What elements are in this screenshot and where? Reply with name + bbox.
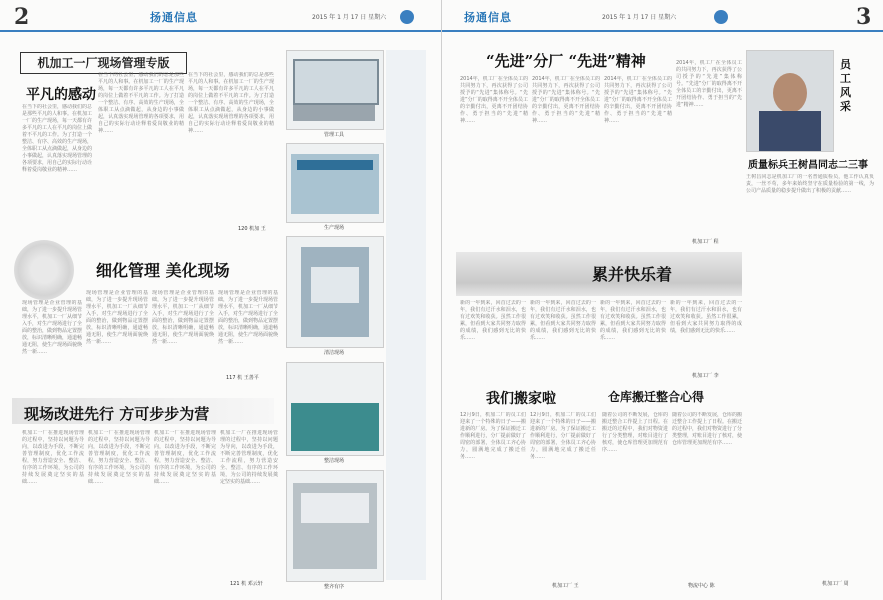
article-body-column: 2014年，机工厂在全体员工的共同努力下，再次获得了公司授予的“先进”集体称号。“先进”分厂的取得离不开全体员工的辛勤付出，更离不开团结协作、勇于担当的“先进”精神……: [532, 76, 600, 124]
article-body-column: 机加工一厂在推进现场管理的过程中，坚持以问题为导向，以改进为手段，不断完善管理制度，优化工作流程，努力营造安全、整洁、有序的工作环境，为公司的持续发展奠定坚实的基础……: [154, 430, 216, 485]
article-body-column: 新的一年到来，回首过去的一年，我们有过汗水和泪水，也有过欢笑和收获。虽然工作很累，但看到大家共同努力取得的成绩，我们感到无比的快乐……: [670, 300, 742, 334]
page-number: 3: [856, 4, 872, 30]
article-body: 12月9日，机加二厂的员工们迎来了一个特殊的日子——搬进新的厂房。为了保证搬迁工作顺利进行，分厂提前做好了周密的部署，全体员工齐心协力，圆满地完成了搬迁任务……: [460, 412, 526, 460]
margin-strip: [386, 50, 426, 580]
article-body-column: 现场管理是企业管理的基础，为了进一步提升现场管理水平，机加工一厂从细节入手，对生产现场进行了全面的整治，做到物品定置摆放，标识清晰明确，通道畅通无阻，使生产现场面貌焕然一新……: [152, 290, 214, 345]
article-title: “先进”分厂 “先进”精神: [486, 52, 646, 70]
page-number: 2: [14, 4, 30, 30]
paper-name: 扬通信息: [464, 11, 512, 24]
article-body-column: 新的一年到来，回首过去的一年，我们有过汗水和泪水，也有过欢笑和收获。虽然工作很累，但看到大家共同努力取得的成绩，我们感到无比的快乐……: [530, 300, 596, 341]
article-body-column: 在当下的社会里，感动我们的总是那些平凡的人和事。在机加工一厂的生产现场，每一天都有许多平凡的工人在平凡的岗位上做着不平凡的工作。为了打造一个整洁、有序、高效的生产现场，全体职工从点滴做起，从身边的小事做起，认真落实现场管理的各项要求，用自己的实际行动诠释着爱岗敬业的精神……: [98, 72, 184, 134]
article-title: 仓库搬迁整合心得: [608, 390, 705, 404]
photo-caption: 生产现场: [323, 225, 344, 231]
article-body-column: 现场管理是企业管理的基础，为了进一步提升现场管理水平，机加工一厂从细节入手，对生产现场进行了全面的整治，做到物品定置摆放，标识清晰明确，通道畅通无阻，使生产现场面貌焕然一新……: [86, 290, 148, 345]
article-author: 120 机加 王: [238, 226, 266, 232]
photo-caption: 管理工具: [323, 132, 344, 138]
photo-caption: 整洁现场: [323, 458, 344, 464]
issue-date: 2015 年 1 月 17 日 星期六: [602, 14, 677, 21]
photo-caption: 清洁现场: [323, 350, 344, 356]
article-title: 现场改进先行 方可步步为营: [24, 405, 210, 423]
photo-caption: 整齐有序: [323, 584, 344, 590]
article-body-column: 2014年，机工厂在全体员工的共同努力下，再次获得了公司授予的“先进”集体称号。“先进”分厂的取得离不开全体员工的辛勤付出，更离不开团结协作、勇于担当的“先进”精神……: [676, 60, 742, 108]
issue-date: 2015 年 1 月 17 日 星期六: [312, 14, 387, 21]
article-body-column: 在当下的社会里，感动我们的总是那些平凡的人和事。在机加工一厂的生产现场，每一天都有许多平凡的工人在平凡的岗位上做着不平凡的工作。为了打造一个整洁、有序、高效的生产现场，全体职工从点滴做起，从身边的小事做起，认真落实现场管理的各项要求，用自己的实际行动诠释着爱岗敬业的精神……: [188, 72, 274, 134]
photo-employee: [746, 50, 834, 152]
section-title: 机加工一厂现场管理专版: [20, 52, 187, 74]
article-body: 新的一年到来，回首过去的一年，我们有过汗水和泪水，也有过欢笑和收获。虽然工作很累，但看到大家共同努力取得的成绩，我们感到无比的快乐……: [460, 300, 526, 341]
photo-cabinets: [286, 143, 384, 223]
article-body-column: 机加工一厂在推进现场管理的过程中，坚持以问题为导向，以改进为手段，不断完善管理制度，优化工作流程，努力营造安全、整洁、有序的工作环境，为公司的持续发展奠定坚实的基础……: [88, 430, 150, 485]
article-body: 随着公司的不断发展，仓库的搬迁整合工作提上了日程。在搬迁的过程中，我们对物资进行了分类整理，对账目进行了核对，使仓库管理更加规范有序……: [602, 412, 668, 453]
photo-drawer: [286, 470, 384, 582]
article-body-column: 机加工一厂在推进现场管理的过程中，坚持以问题为导向，以改进为手段，不断完善管理制度，优化工作流程，努力营造安全、整洁、有序的工作环境，为公司的持续发展奠定坚实的基础……: [220, 430, 278, 485]
article-author: 机加工厂 李: [692, 373, 719, 379]
article-author: 机加工厂 周: [822, 581, 849, 587]
article-title: 细化管理 美化现场: [96, 261, 230, 280]
article-body: 2014年，机工厂在全体员工的共同努力下，再次获得了公司授予的“先进”集体称号。“先进”分厂的取得离不开全体员工的辛勤付出，更离不开团结协作、勇于担当的“先进”精神……: [460, 76, 528, 124]
article-body: 机加工一厂在推进现场管理的过程中，坚持以问题为导向，以改进为手段，不断完善管理制度，优化工作流程，努力营造安全、整洁、有序的工作环境，为公司的持续发展奠定坚实的基础……: [22, 430, 84, 485]
flower-decoration: [14, 240, 74, 300]
article-body-column: 12月9日，机加二厂的员工们迎来了一个特殊的日子——搬进新的厂房。为了保证搬迁工作顺利进行，分厂提前做好了周密的部署，全体员工齐心协力，圆满地完成了搬迁任务……: [530, 412, 596, 460]
article-author: 121 机 邓云轩: [230, 581, 263, 587]
company-logo-icon: [714, 10, 728, 24]
article-title: 我们搬家啦: [486, 391, 556, 407]
article-author: 机加工厂 程: [692, 239, 719, 245]
company-logo-icon: [400, 10, 414, 24]
article-body-column: 现场管理是企业管理的基础，为了进一步提升现场管理水平，机加工一厂从细节入手，对生产现场进行了全面的整治，做到物品定置摆放，标识清晰明确，通道畅通无阻，使生产现场面貌焕然一新……: [218, 290, 278, 345]
article-body-column: 新的一年到来，回首过去的一年，我们有过汗水和泪水，也有过欢笑和收获。虽然工作很累，但看到大家共同努力取得的成绩，我们感到无比的快乐……: [600, 300, 666, 341]
right-header: [442, 4, 883, 32]
article-title: 累并快乐着: [592, 265, 673, 284]
article-author: 物流中心 陈: [688, 583, 715, 589]
article-body: 在当下的社会里，感动我们的总是那些平凡的人和事。在机加工一厂的生产现场，每一天都有许多平凡的工人在平凡的岗位上做着不平凡的工作。为了打造一个整洁、有序、高效的生产现场，全体职工从点滴做起，从身边的小事做起，认真落实现场管理的各项要求，用自己的实际行动诠释着爱岗敬业的精神……: [22, 104, 92, 173]
photo-workbench: [286, 362, 384, 456]
article-title: 质量标兵王树昌同志二三事: [748, 160, 868, 171]
photo-shelf: [286, 236, 384, 348]
paper-name: 扬通信息: [150, 11, 198, 24]
column-label: 员工风采: [840, 58, 851, 113]
article-author: 117 机 王善平: [226, 375, 259, 381]
article-body: 王树昌同志是机加工厂的一名普通质检员，他工作认真负责，一丝不苟，多年来始终坚守在质量检验的第一线，为公司产品质量的稳步提升做出了积极的贡献……: [746, 174, 874, 194]
left-header: [0, 4, 441, 32]
article-title: 平凡的感动: [26, 87, 96, 103]
article-body: 现场管理是企业管理的基础，为了进一步提升现场管理水平，机加工一厂从细节入手，对生产现场进行了全面的整治，做到物品定置摆放，标识清晰明确，通道畅通无阻，使生产现场面貌焕然一新……: [22, 300, 82, 355]
article-body-column: 2014年，机工厂在全体员工的共同努力下，再次获得了公司授予的“先进”集体称号。“先进”分厂的取得离不开全体员工的辛勤付出，更离不开团结协作、勇于担当的“先进”精神……: [604, 76, 672, 124]
photo-office: [286, 50, 384, 130]
right-page: [442, 0, 883, 600]
article-author: 机加工厂 王: [552, 583, 579, 589]
article-body-column: 随着公司的不断发展，仓库的搬迁整合工作提上了日程。在搬迁的过程中，我们对物资进行了分类整理，对账目进行了核对，使仓库管理更加规范有序……: [672, 412, 742, 446]
